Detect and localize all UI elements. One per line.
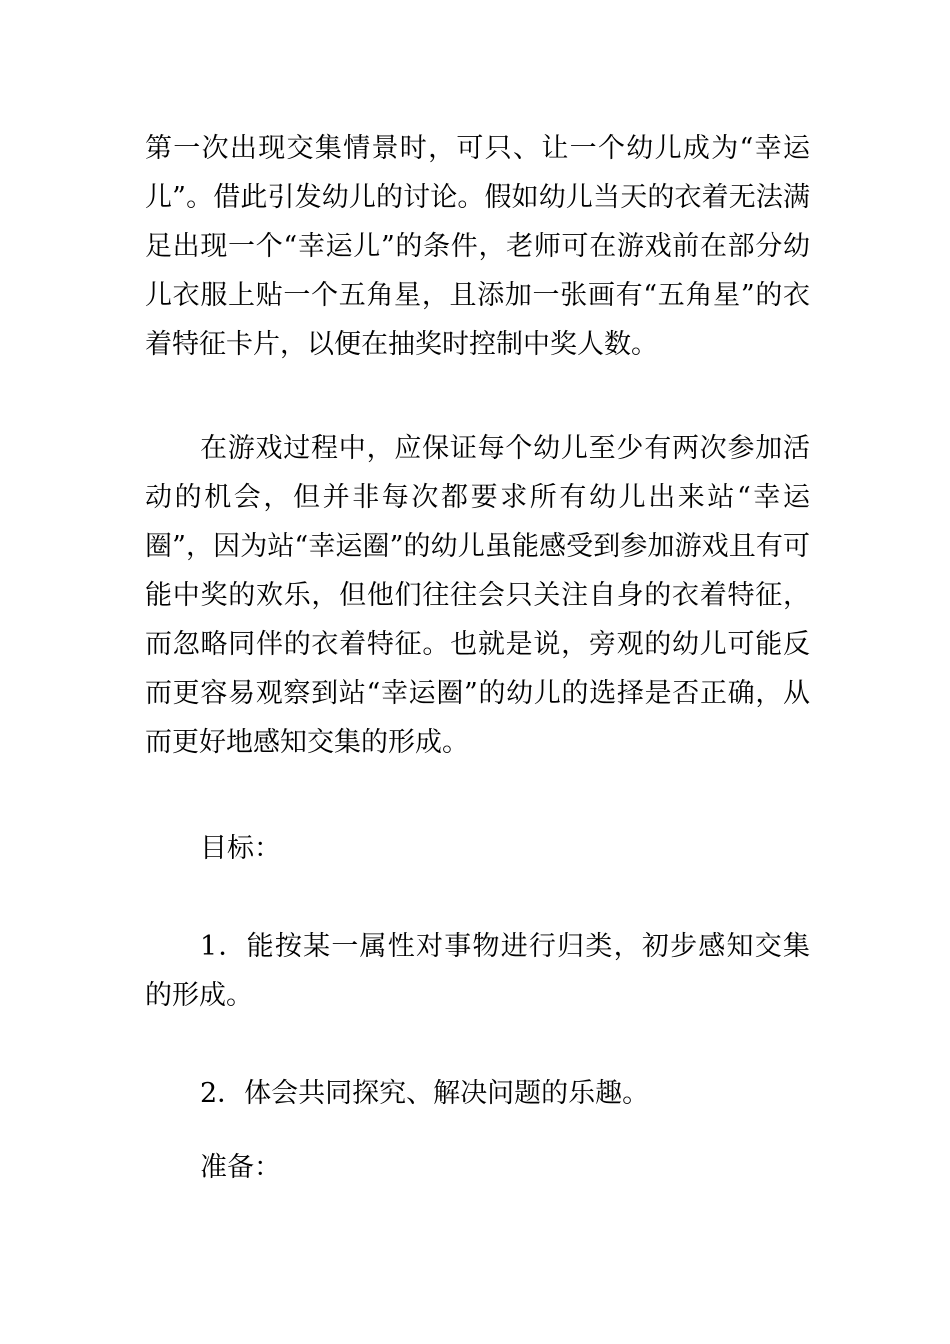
- goal-item-2: 2．体会共同探究、解决问题的乐趣。: [200, 1078, 650, 1109]
- paragraph-lucky-child: 第一次出现交集情景时，可只、让一个幼儿成为“幸运儿”。借此引发幼儿的讨论。假如幼儿当天的衣着无法满足出现一个“幸运儿”的条件，老师可在游戏前在部分幼儿衣服上贴一个五角星，且添加一张画有“五角星”的衣着特征卡片，以便在抽奖时控制中奖人数。: [145, 133, 810, 360]
- goal-item-1: 1．能按某一属性对事物进行归类，初步感知交集的形成。: [145, 931, 810, 1011]
- heading-preparation: 准备：: [200, 1152, 281, 1183]
- paragraph-game-process: 在游戏过程中，应保证每个幼儿至少有两次参加活动的机会，但并非每次都要求所有幼儿出来站“幸运圈”，因为站“幸运圈”的幼儿虽能感受到参加游戏且有可能中奖的欢乐，但他们往往会只关注自身的衣着特征，而忽略同伴的衣着特征。也就是说，旁观的幼儿可能反而更容易观察到站“幸运圈”的幼儿的选择是否正确，从而更好地感知交集的形成。: [145, 433, 810, 758]
- heading-goals: 目标：: [200, 833, 281, 864]
